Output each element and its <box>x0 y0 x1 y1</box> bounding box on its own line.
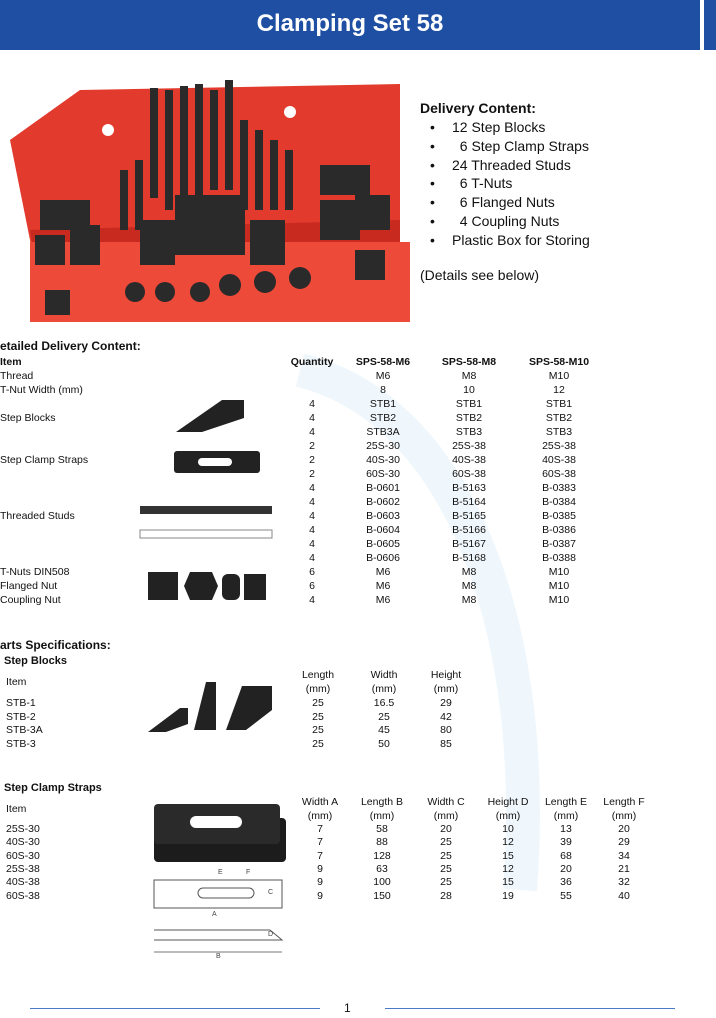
detail-m10-cell: B-0384 <box>542 496 576 508</box>
step-block-value: 25 <box>312 697 324 709</box>
detail-m8-cell: STB3 <box>455 426 483 438</box>
clamp-straps-header-unit: (mm) <box>307 810 333 822</box>
step-block-item: STB-2 <box>6 710 36 723</box>
clamp-straps-header-unit: (mm) <box>553 810 579 822</box>
step-block-value: 45 <box>378 724 390 736</box>
detail-m6-cell: B-0601 <box>366 482 400 494</box>
clamp-strap-value: 58 <box>376 823 388 835</box>
clamp-strap-value: 36 <box>560 876 572 889</box>
clamp-straps-header-unit: (mm) <box>495 810 521 822</box>
detail-qty-cell: 4 <box>309 412 315 424</box>
step-block-value: 25 <box>312 724 324 736</box>
details-note: (Details see below) <box>420 267 540 283</box>
step-blocks-item-header: Item <box>6 676 27 688</box>
step-blocks-header: Height <box>430 669 462 681</box>
clamp-strap-value: 25 <box>440 862 452 875</box>
clamp-strap-value: 9 <box>317 862 323 875</box>
clamp-strap-value: 12 <box>502 836 514 849</box>
detail-m6-cell: M6 <box>375 370 391 382</box>
clamp-strap-value: 28 <box>440 889 452 902</box>
footer-line-right <box>385 1008 675 1009</box>
clamp-straps-header-unit: (mm) <box>433 810 459 822</box>
clamp-straps-title: Step Clamp Straps <box>4 782 102 794</box>
detail-m10-cell: 12 <box>553 384 565 396</box>
detail-m8-cell: 10 <box>463 384 475 396</box>
col-header-m6: SPS-58-M6 <box>355 356 411 368</box>
clamp-strap-value: 128 <box>373 849 391 862</box>
clamp-strap-value: 7 <box>317 849 323 862</box>
clamp-strap-value: 20 <box>560 862 572 875</box>
clamp-strap-item: 40S-38 <box>6 876 40 889</box>
detail-m8-cell: M8 <box>461 580 477 592</box>
clamp-strap-value: 7 <box>317 823 323 835</box>
detail-m10-cell: 40S-38 <box>542 454 576 466</box>
clamp-straps-header-unit: (mm) <box>611 810 637 822</box>
col-header-m8: SPS-58-M8 <box>441 356 497 368</box>
clamp-strap-value: 34 <box>618 849 630 862</box>
clamp-strap-value: 20 <box>618 823 630 835</box>
detail-m6-cell: 8 <box>380 384 386 396</box>
clamp-straps-header: Width A <box>301 796 339 808</box>
clamp-straps-header-unit: (mm) <box>369 810 395 822</box>
detail-m8-cell: B-5163 <box>452 482 486 494</box>
step-block-value: 42 <box>440 710 452 723</box>
detail-m10-cell: B-0383 <box>542 482 576 494</box>
clamp-strap-value: 15 <box>502 849 514 862</box>
detail-item-cell: T-Nuts DIN508 <box>0 566 70 578</box>
detail-m8-cell: B-5164 <box>452 496 486 508</box>
clamp-strap-value: 32 <box>618 876 630 889</box>
detail-m6-cell: M6 <box>375 580 391 592</box>
clamp-strap-value: 7 <box>317 836 323 849</box>
detail-item-cell: Step Clamp Straps <box>0 454 89 466</box>
col-header-quantity: Quantity <box>290 356 334 368</box>
clamp-strap-value: 13 <box>560 823 572 835</box>
step-block-image <box>172 396 252 436</box>
page-title: Clamping Set 58 <box>256 10 444 37</box>
page-number: 1 <box>344 1001 351 1015</box>
clamp-strap-value: 29 <box>618 836 630 849</box>
list-item: • 24 Threaded Studs <box>430 156 571 173</box>
step-blocks-header-unit: (mm) <box>433 683 459 695</box>
detail-m6-cell: B-0603 <box>366 510 400 522</box>
list-item: • Plastic Box for Storing <box>430 231 590 248</box>
detail-m10-cell: B-0385 <box>542 510 576 522</box>
step-block-value: 25 <box>312 710 324 723</box>
clamp-strap-value: 9 <box>317 889 323 902</box>
detail-m6-cell: B-0605 <box>366 538 400 550</box>
clamp-straps-header: Length F <box>603 796 645 808</box>
step-blocks-header: Length <box>301 669 335 681</box>
footer-line-left <box>30 1008 320 1009</box>
detail-item-cell: Coupling Nut <box>0 594 61 606</box>
detail-qty-cell: 4 <box>309 398 315 410</box>
detail-qty-cell: 4 <box>309 538 315 550</box>
detail-m8-cell: 40S-38 <box>452 454 486 466</box>
list-item: • 12 Step Blocks <box>430 119 546 135</box>
header-banner-edge <box>704 0 716 50</box>
detail-item-cell: Threaded Studs <box>0 510 75 522</box>
clamp-strap-value: 20 <box>440 823 452 835</box>
detail-qty-cell: 2 <box>309 440 315 452</box>
detail-qty-cell: 4 <box>309 552 315 564</box>
detail-m8-cell: M8 <box>461 370 477 382</box>
detail-m6-cell: 40S-30 <box>366 454 400 466</box>
clamp-straps-header: Width C <box>427 796 465 808</box>
clamp-strap-item: 60S-30 <box>6 849 40 862</box>
clamp-strap-item: 25S-30 <box>6 823 40 835</box>
clamp-strap-value: 12 <box>502 862 514 875</box>
detail-m6-cell: B-0604 <box>366 524 400 536</box>
clamp-strap-item: 60S-38 <box>6 889 40 902</box>
step-block-value: 50 <box>378 737 390 750</box>
detail-m8-cell: M8 <box>461 594 477 606</box>
clamp-strap-image <box>172 445 262 477</box>
detail-m8-cell: 25S-38 <box>452 440 486 452</box>
detail-item-cell: Thread <box>0 370 34 382</box>
clamp-strap-value: 40 <box>618 889 630 902</box>
detail-m10-cell: M10 <box>548 370 570 382</box>
step-block-value: 16.5 <box>373 697 395 709</box>
detail-m8-cell: B-5166 <box>452 524 486 536</box>
clamp-strap-value: 9 <box>317 876 323 889</box>
threaded-stud-image <box>138 502 274 544</box>
list-item: • 6 Step Clamp Straps <box>430 137 589 154</box>
clamp-strap-value: 25 <box>440 876 452 889</box>
list-item: • 6 T-Nuts <box>430 175 513 192</box>
detail-m8-cell: STB1 <box>455 398 483 410</box>
step-blocks-header-unit: (mm) <box>305 683 331 695</box>
svg-text:F: F <box>246 869 251 876</box>
detail-m10-cell: M10 <box>548 566 570 578</box>
detail-item-cell: T-Nut Width (mm) <box>0 384 83 396</box>
detail-qty-cell: 4 <box>309 594 315 606</box>
detail-m6-cell: STB2 <box>369 412 397 424</box>
detail-qty-cell: 4 <box>309 496 315 508</box>
detail-m10-cell: M10 <box>548 580 570 592</box>
detail-qty-cell: 6 <box>309 580 315 592</box>
clamp-straps-item-header: Item <box>6 803 27 815</box>
clamp-straps-header: Height D <box>487 796 529 808</box>
clamp-strap-value: 150 <box>373 889 391 902</box>
detail-m6-cell: B-0602 <box>366 496 400 508</box>
detail-item-cell: Flanged Nut <box>0 580 58 592</box>
step-block-value: 25 <box>312 737 324 750</box>
detail-qty-cell: 2 <box>309 454 315 466</box>
step-block-item: STB-3A <box>6 724 43 736</box>
detail-item-cell: Step Blocks <box>0 412 56 424</box>
detail-m6-cell: M6 <box>375 594 391 606</box>
clamp-straps-header: Length E <box>544 796 588 808</box>
clamp-strap-value: 19 <box>502 889 514 902</box>
detail-qty-cell: 4 <box>309 426 315 438</box>
detail-qty-cell: 6 <box>309 566 315 578</box>
clamp-strap-value: 21 <box>618 862 630 875</box>
clamp-strap-item: 40S-30 <box>6 836 40 849</box>
clamp-strap-value: 25 <box>440 849 452 862</box>
parts-specifications-title: arts Specifications: <box>0 638 111 652</box>
clamp-strap-value: 15 <box>502 876 514 889</box>
step-block-value: 80 <box>440 724 452 736</box>
detail-qty-cell: 4 <box>309 482 315 494</box>
detail-m6-cell: M6 <box>375 566 391 578</box>
detailed-content-title: etailed Delivery Content: <box>0 339 141 353</box>
delivery-content-title: Delivery Content: <box>420 100 536 116</box>
svg-text:D: D <box>268 931 274 938</box>
detail-m8-cell: B-5168 <box>452 552 486 564</box>
detail-m6-cell: B-0606 <box>366 552 400 564</box>
clamp-strap-value: 39 <box>560 836 572 849</box>
clamp-strap-value: 10 <box>502 823 514 835</box>
svg-text:A: A <box>212 911 217 918</box>
clamp-strap-value: 63 <box>376 862 388 875</box>
clamp-strap-value: 88 <box>376 836 388 849</box>
list-item: • 4 Coupling Nuts <box>430 212 560 229</box>
step-block-value: 29 <box>440 697 452 709</box>
detail-m10-cell: STB2 <box>545 412 573 424</box>
clamping-set-photo <box>0 70 412 332</box>
detail-m10-cell: 25S-38 <box>542 440 576 452</box>
clamp-strap-value: 100 <box>373 876 391 889</box>
detail-m10-cell: M10 <box>548 594 570 606</box>
detail-qty-cell: 4 <box>309 524 315 536</box>
step-block-value: 85 <box>440 737 452 750</box>
delivery-content-list <box>430 118 590 250</box>
detail-m10-cell: B-0387 <box>542 538 576 550</box>
col-header-item: Item <box>0 356 22 368</box>
clamp-strap-value: 68 <box>560 849 572 862</box>
step-blocks-title: Step Blocks <box>4 655 67 667</box>
detail-m6-cell: STB3A <box>366 426 400 438</box>
step-blocks-header-unit: (mm) <box>371 683 397 695</box>
detail-m10-cell: STB3 <box>545 426 573 438</box>
svg-text:C: C <box>268 889 274 896</box>
step-block-item: STB-1 <box>6 697 36 709</box>
detail-m8-cell: M8 <box>461 566 477 578</box>
svg-text:E: E <box>218 869 223 876</box>
step-block-item: STB-3 <box>6 737 36 750</box>
detail-m10-cell: STB1 <box>545 398 573 410</box>
detail-m8-cell: 60S-38 <box>452 468 486 480</box>
detail-m6-cell: 25S-30 <box>366 440 400 452</box>
detail-qty-cell: 2 <box>309 468 315 480</box>
clamp-straps-header: Length B <box>360 796 404 808</box>
clamp-strap-drawing <box>150 866 290 960</box>
detail-m6-cell: STB1 <box>369 398 397 410</box>
clamp-strap-value: 55 <box>560 889 572 902</box>
step-block-value: 25 <box>378 710 390 723</box>
detail-m10-cell: B-0388 <box>542 552 576 564</box>
clamp-strap-stack-image <box>150 798 290 866</box>
detail-m10-cell: 60S-38 <box>542 468 576 480</box>
clamp-strap-item: 25S-38 <box>6 862 40 875</box>
col-header-m10: SPS-58-M10 <box>528 356 590 368</box>
detail-m8-cell: B-5167 <box>452 538 486 550</box>
list-item: • 6 Flanged Nuts <box>430 194 555 211</box>
detail-m8-cell: B-5165 <box>452 510 486 522</box>
detail-m6-cell: 60S-30 <box>366 468 400 480</box>
detail-qty-cell: 4 <box>309 510 315 522</box>
clamp-strap-value: 25 <box>440 836 452 849</box>
nuts-image <box>146 568 270 604</box>
step-blocks-image <box>146 676 276 736</box>
detail-m8-cell: STB2 <box>455 412 483 424</box>
svg-text:B: B <box>216 953 221 960</box>
step-blocks-header: Width <box>370 669 398 681</box>
detail-m10-cell: B-0386 <box>542 524 576 536</box>
